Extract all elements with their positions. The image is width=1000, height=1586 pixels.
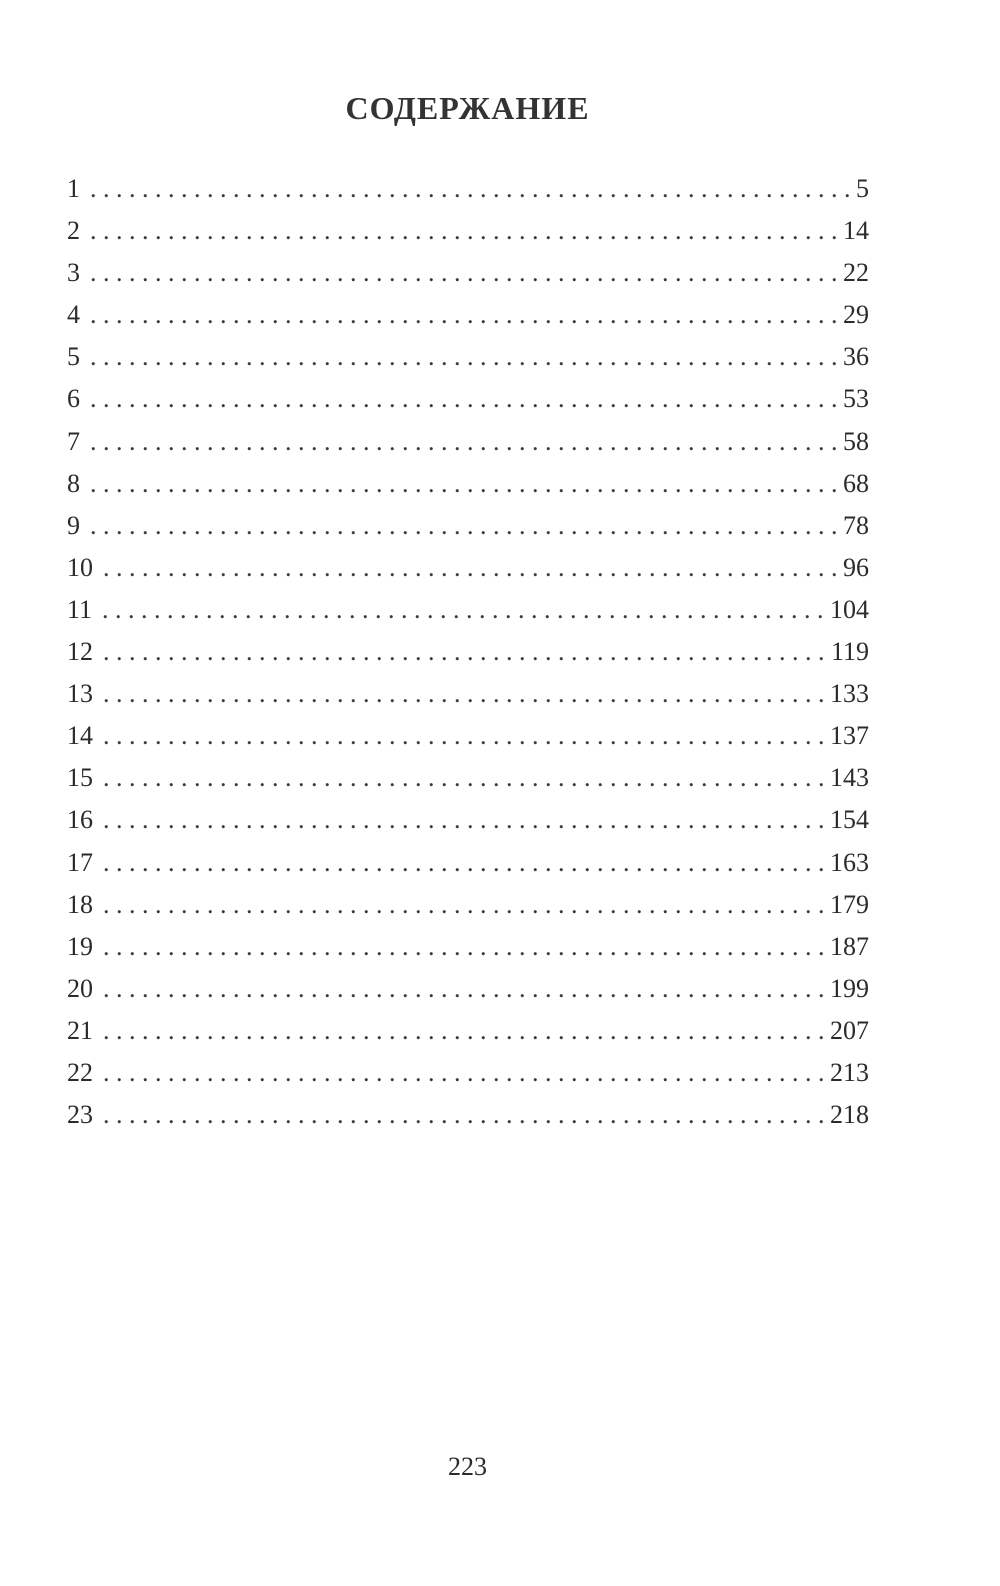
toc-page-number: 143: [830, 763, 869, 793]
toc-chapter-number: 5: [67, 342, 80, 372]
toc-chapter-number: 18: [67, 889, 93, 919]
dot-leader: [90, 378, 837, 420]
dot-leader: [90, 210, 837, 252]
toc-chapter-number: 19: [67, 931, 93, 961]
toc-page-number: 53: [843, 384, 869, 414]
toc-entry[interactable]: [67, 1094, 869, 1136]
dot-leader: [90, 252, 837, 294]
toc-entry[interactable]: [67, 715, 869, 757]
toc-entry[interactable]: [67, 168, 869, 210]
toc-entry[interactable]: [67, 463, 869, 505]
toc-entry[interactable]: [67, 589, 869, 631]
toc-chapter-number: 3: [67, 258, 80, 288]
toc-entry[interactable]: [67, 842, 869, 884]
dot-leader: [103, 631, 825, 673]
toc-page-number: 58: [843, 426, 869, 456]
toc-entry[interactable]: [67, 673, 869, 715]
dot-leader: [103, 673, 824, 715]
toc-entry[interactable]: [67, 252, 869, 294]
toc-chapter-number: 4: [67, 300, 80, 330]
toc-chapter-number: 13: [67, 679, 93, 709]
dot-leader: [90, 294, 837, 336]
dot-leader: [102, 589, 824, 631]
toc-entry[interactable]: [67, 631, 869, 673]
table-of-contents: [67, 168, 869, 1136]
toc-page-number: 5: [856, 174, 869, 203]
dot-leader: [103, 1010, 824, 1052]
toc-entry[interactable]: [67, 378, 869, 420]
toc-page-number: 187: [830, 931, 869, 961]
toc-entry[interactable]: [67, 757, 869, 799]
toc-entry[interactable]: [67, 505, 869, 547]
toc-page-number: 68: [843, 468, 869, 498]
toc-page-number: 137: [830, 721, 869, 751]
toc-page-number: 213: [830, 1057, 869, 1087]
toc-chapter-number: 8: [67, 468, 80, 498]
toc-entry[interactable]: [67, 210, 869, 252]
toc-page-number: 119: [830, 637, 869, 667]
dot-leader: [90, 336, 837, 378]
toc-chapter-number: 6: [67, 384, 80, 414]
toc-page-number: 104: [830, 594, 869, 624]
toc-chapter-number: 20: [67, 973, 93, 1003]
toc-chapter-number: 12: [67, 637, 93, 667]
toc-page-number: 154: [830, 805, 869, 835]
dot-leader: [103, 926, 824, 968]
toc-chapter-number: 16: [67, 805, 93, 835]
toc-chapter-number: 14: [67, 721, 93, 751]
toc-chapter-number: 15: [67, 763, 93, 793]
toc-page-number: 163: [830, 847, 869, 877]
toc-chapter-number: 7: [67, 426, 80, 456]
toc-page-number: 96: [843, 552, 869, 582]
dot-leader: [103, 547, 837, 589]
toc-entry[interactable]: [67, 336, 869, 378]
toc-entry[interactable]: [67, 926, 869, 968]
toc-chapter-number: 21: [67, 1015, 93, 1045]
toc-page-number: 207: [830, 1015, 869, 1045]
toc-page-number: 29: [843, 300, 869, 330]
dot-leader: [103, 968, 824, 1010]
toc-chapter-number: 23: [67, 1100, 93, 1130]
toc-chapter-number: 10: [67, 552, 93, 582]
toc-entry[interactable]: [67, 547, 869, 589]
toc-page-number: 22: [843, 258, 869, 288]
page-number: 223: [448, 1452, 487, 1481]
toc-chapter-number: 17: [67, 847, 93, 877]
toc-chapter-number: 9: [67, 510, 80, 540]
toc-chapter-number: 22: [67, 1057, 93, 1087]
toc-chapter-number: 11: [67, 594, 93, 624]
dot-leader: [103, 1052, 824, 1094]
page-title: СОДЕРЖАНИЕ: [345, 90, 590, 126]
toc-page-number: 218: [830, 1100, 869, 1130]
toc-entry[interactable]: [67, 421, 869, 463]
toc-page-number: 78: [843, 510, 869, 540]
dot-leader: [90, 421, 837, 463]
toc-entry[interactable]: [67, 968, 869, 1010]
toc-chapter-number: 1: [67, 174, 80, 203]
toc-page-number: 14: [843, 216, 869, 246]
dot-leader: [90, 168, 850, 210]
toc-entry[interactable]: [67, 884, 869, 926]
toc-entry[interactable]: [67, 1010, 869, 1052]
toc-page-number: 36: [843, 342, 869, 372]
dot-leader: [103, 884, 824, 926]
dot-leader: [90, 505, 837, 547]
dot-leader: [103, 842, 824, 884]
dot-leader: [103, 757, 824, 799]
dot-leader: [103, 715, 824, 757]
toc-page-number: 133: [830, 679, 869, 709]
dot-leader: [103, 1094, 824, 1136]
toc-entry[interactable]: [67, 294, 869, 336]
toc-page-number: 199: [830, 973, 869, 1003]
toc-entry[interactable]: [67, 1052, 869, 1094]
toc-entry[interactable]: [67, 799, 869, 841]
dot-leader: [90, 463, 837, 505]
dot-leader: [103, 799, 824, 841]
toc-page-number: 179: [830, 889, 869, 919]
toc-chapter-number: 2: [67, 216, 80, 246]
